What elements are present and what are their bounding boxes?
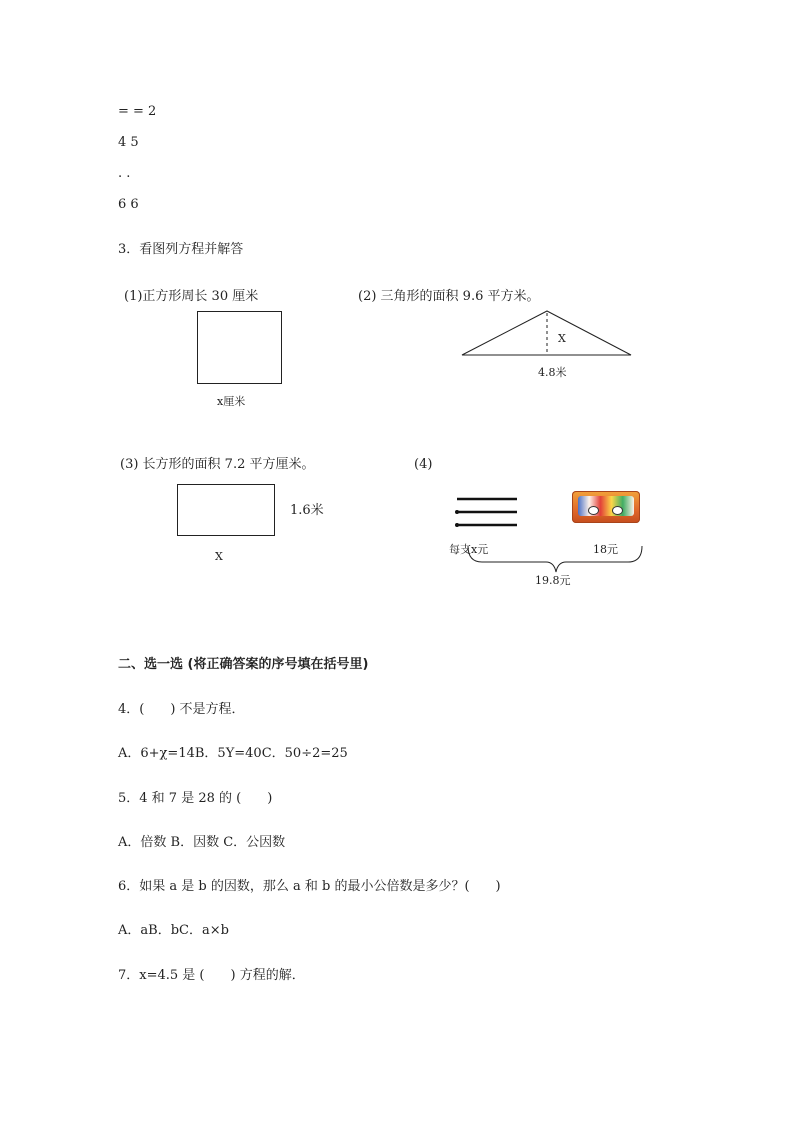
fig4-right-label: 18元 — [593, 543, 618, 556]
fig4-left-label: 每支x元 — [449, 543, 489, 556]
fig2-base-label: 4.8米 — [538, 366, 567, 379]
section-2-heading: 二、选一选 (将正确答案的序号填在括号里) — [118, 657, 369, 672]
fig2-height-label: X — [558, 332, 566, 345]
q6-stem: 6．如果 a 是 b 的因数，那么 a 和 b 的最小公倍数是多少？( ) — [118, 879, 501, 894]
fig3-bottom-label: X — [215, 550, 223, 563]
fraction-line-1: = = 2 — [118, 104, 157, 119]
fig4-caption: (4) — [414, 457, 433, 472]
fig3-caption: (3) 长方形的面积 7.2 平方厘米。 — [120, 457, 315, 472]
fig1-bottom-label: x厘米 — [217, 395, 246, 408]
section-3-heading: 3．看图列方程并解答 — [118, 242, 244, 257]
fig3-side-label: 1.6米 — [290, 503, 324, 518]
fig1-caption: (1)正方形周长 30 厘米 — [124, 289, 259, 304]
q5-options: A．倍数 B．因数 C．公因数 — [118, 835, 286, 850]
fraction-line-3: . . — [118, 166, 131, 181]
q6-options: A．aB．bC．a×b — [118, 923, 229, 938]
q5-stem: 5．4 和 7 是 28 的 ( ) — [118, 791, 273, 806]
fraction-line-4: 6 6 — [118, 197, 139, 212]
fig2-caption: (2) 三角形的面积 9.6 平方米。 — [358, 289, 540, 304]
q4-options: A．6+χ=14B．5Y=40C．50÷2=25 — [118, 746, 348, 761]
q4-stem: 4．( ) 不是方程． — [118, 702, 245, 717]
fraction-line-2: 4 5 — [118, 135, 139, 150]
fig4-total-label: 19.8元 — [535, 574, 571, 587]
q7-stem: 7．x=4.5 是 ( ) 方程的解． — [118, 968, 305, 983]
